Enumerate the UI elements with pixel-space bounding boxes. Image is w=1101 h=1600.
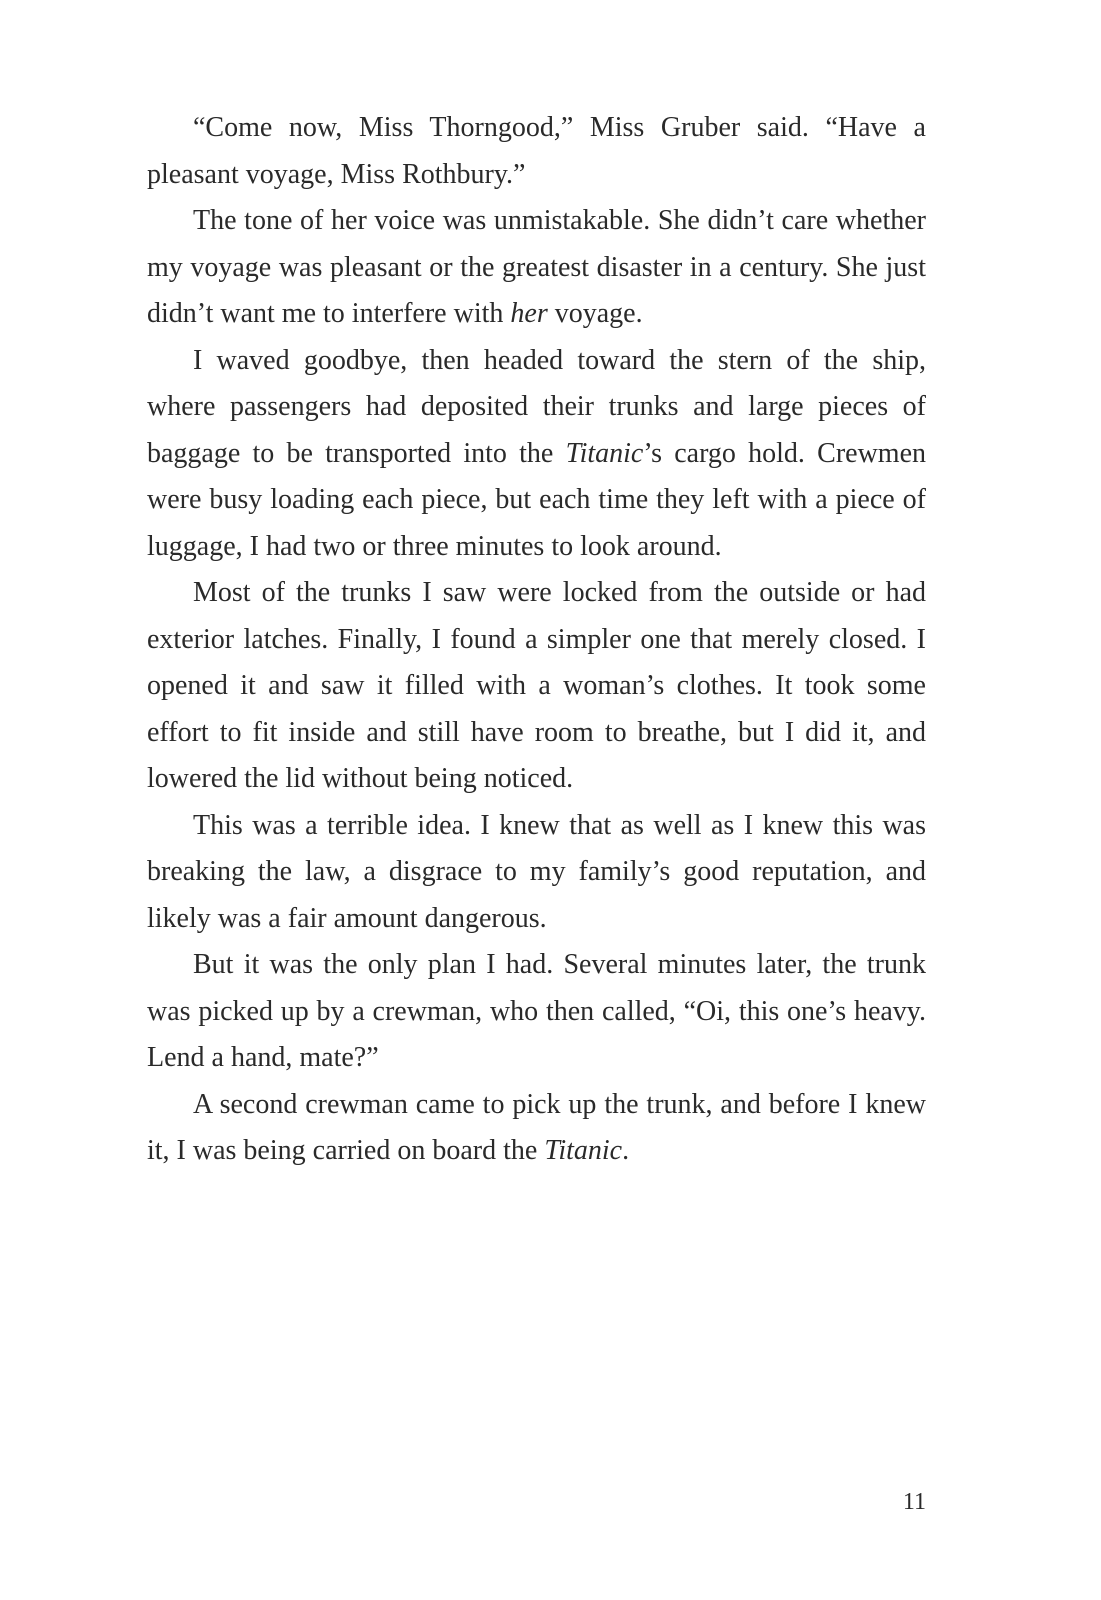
paragraph [147, 1082, 926, 1175]
text-run: But it was the only plan I had. Several minutes later, the trunk was picked up by a crewman, who then called, “Oi, this one’s heavy. Lend a hand, mate?” [147, 949, 926, 1073]
body-text [147, 105, 926, 1175]
text-run: . [622, 1135, 630, 1166]
paragraph [147, 338, 926, 571]
italic-text-run: Titanic [565, 437, 644, 469]
text-run: “Come now, Miss Thorngood,” Miss Gruber said. “Have a pleasant voyage, Miss Rothbury.” [147, 112, 926, 190]
paragraph [147, 942, 926, 1082]
text-run: Most of the trunks I saw were locked from the outside or had exterior latches. Finally, I found a simpler one that merely closed. I opened it and saw it filled with a woman’s clothes. It took some effort to fit inside and still have room to breathe, but I did it, and lowered the lid without being noticed. [147, 577, 926, 794]
paragraph [147, 570, 926, 803]
italic-text-run: her [510, 298, 548, 329]
text-run: ’s cargo hold. Crewmen were busy loading each piece, but each time they left with a piece of luggage, I had two or three minutes to look around. [147, 437, 927, 562]
text-run: A second crewman came to pick up the trunk, and before I knew it, I was being carried on board the [147, 1088, 926, 1166]
paragraph [147, 803, 926, 943]
text-run: voyage. [547, 298, 643, 329]
paragraph [147, 105, 926, 198]
text-run: I waved goodbye, then headed toward the stern of the ship, where passengers had deposited their trunks and large pieces of baggage to be transported into the [147, 344, 926, 469]
italic-text-run: Titanic [544, 1135, 623, 1166]
paragraph [147, 198, 926, 338]
page-number: 11 [902, 1489, 926, 1515]
text-run: The tone of her voice was unmistakable. She didn’t care whether my voyage was pleasant or the greatest disaster in a century. She just didn’t want me to interfere with [147, 205, 926, 329]
text-run: This was a terrible idea. I knew that as well as I knew this was breaking the law, a disgrace to my family’s good reputation, and likely was a fair amount dangerous. [147, 809, 926, 934]
